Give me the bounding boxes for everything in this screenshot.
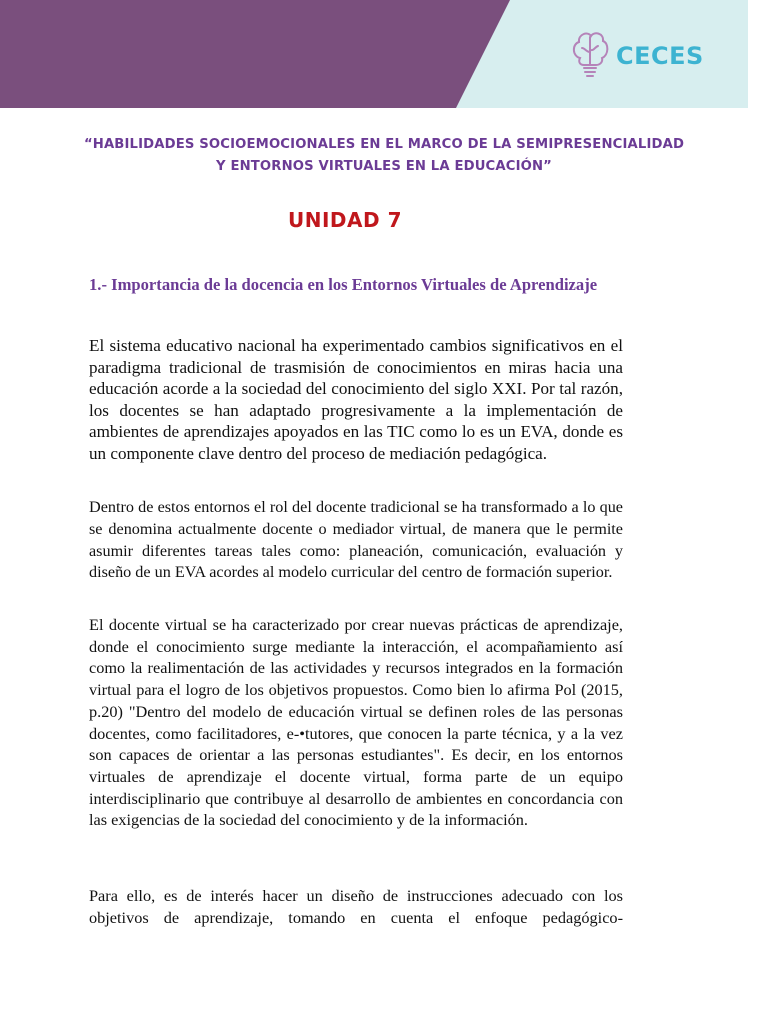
unit-title: UNIDAD 7 xyxy=(288,208,402,232)
paragraph-2: Dentro de estos entornos el rol del docente tradicional se ha transformado a lo que se denomina actualmente docente o mediador virtual, de manera que le permite asumir diferentes tareas tales como: planeación, comunicación, evaluación y diseño de un EVA acordes al modelo curricular del centro de formación superior. xyxy=(89,498,623,582)
document-title: “HABILIDADES SOCIOEMOCIONALES EN EL MARCO DE LA SEMIPRESENCIALIDAD Y ENTORNOS VIRTUALES EN LA EDUCACIÓN” xyxy=(83,137,685,174)
paragraph-1: El sistema educativo nacional ha experimentado cambios significativos en el paradigma tradicional de trasmisión de conocimientos en miras hacia una educación acorde a la sociedad del conocimiento del siglo XXI. Por tal razón, los docentes se han adaptado progresivamente a la implementación de ambientes de aprendizajes apoyados en las TIC como lo es un EVA, donde es un componente clave dentro del proceso de mediación pedagógica. xyxy=(89,336,623,463)
ceces-logo xyxy=(570,28,704,84)
brain-lightbulb-icon xyxy=(570,28,610,84)
section-heading: 1.- Importancia de la docencia en los Entornos Virtuales de Aprendizaje xyxy=(89,275,598,294)
paragraph-4: Para ello, es de interés hacer un diseño de instrucciones adecuado con los objetivos de aprendizaje, tomando en cuenta el enfoque pedagógico- xyxy=(89,886,623,927)
brand-name: CECES xyxy=(616,42,704,70)
paragraph-3: El docente virtual se ha caracterizado por crear nuevas prácticas de aprendizaje, donde el conocimiento surge mediante la interacción, el acompañamiento así como la realimentación de las actividades y recursos integrados en la formación virtual para el logro de los objetivos propuestos. Como bien lo afirma Pol (2015, p.20) "Dentro del modelo de educación virtual se definen roles de las personas docentes, como facilitadores, e-•tutores, que conocen la parte técnica, y a la vez son capaces de orientar a las personas estudiantes". Es decir, en los entornos virtuales de aprendizaje el docente virtual, forma parte de un equipo interdisciplinario que contribuye al desarrollo de ambientes en concordancia con las exigencias de la sociedad del conocimiento y de la información. xyxy=(89,615,623,830)
purple-band xyxy=(0,0,510,108)
